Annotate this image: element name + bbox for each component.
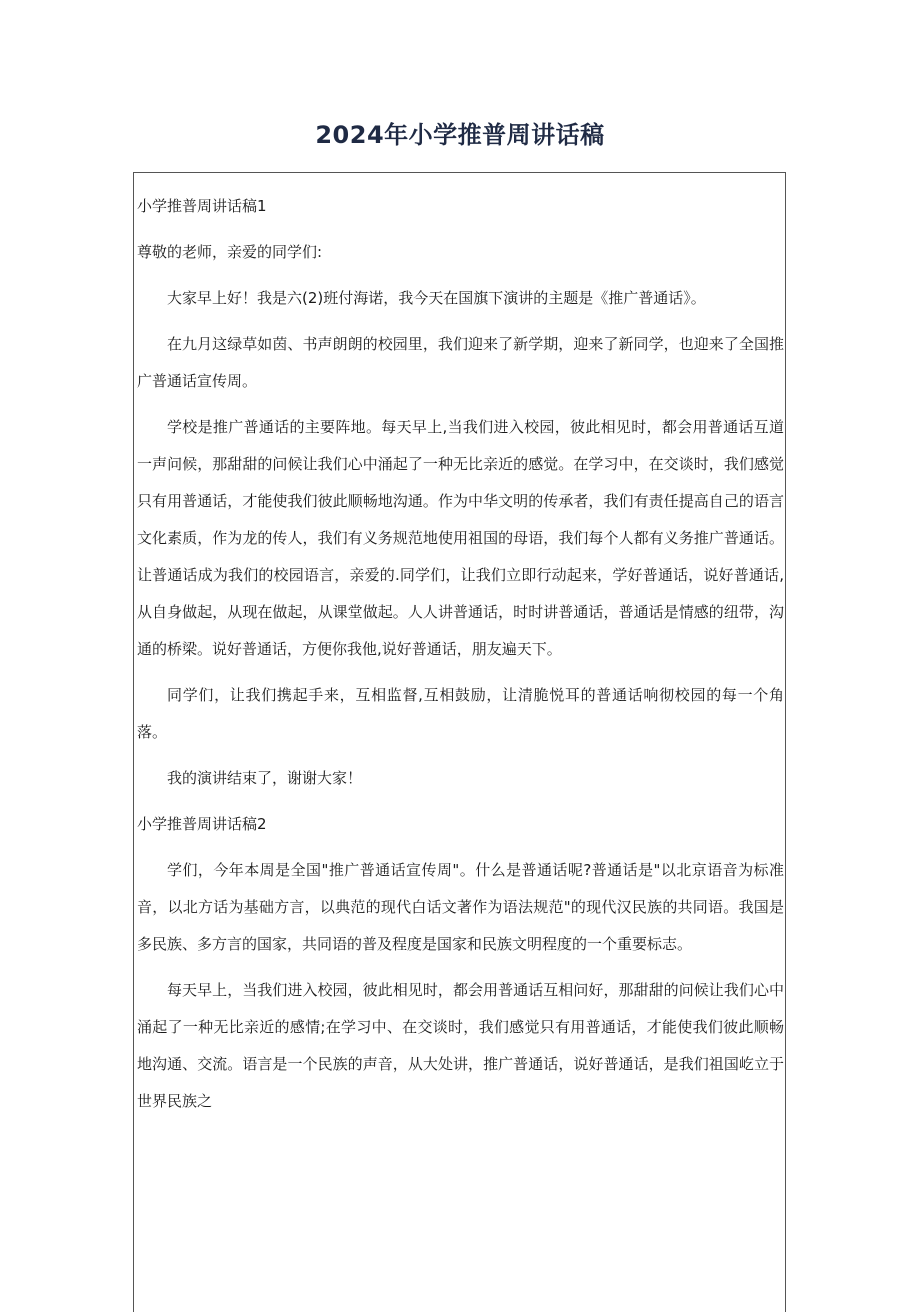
speech-2-paragraph: 每天早上，当我们进入校园，彼此相见时，都会用普通话互相问好，那甜甜的问候让我们心中涌起了一种无比亲近的感情;在学习中、在交谈时，我们感觉只有用普通话，才能使我们彼此顺畅地沟通、交流。语言是一个民族的声音，从大处讲，推广普通话，说好普通话，是我们祖国屹立于世界民族之 bbox=[137, 981, 784, 1110]
document-title: 2024年小学推普周讲话稿 bbox=[315, 121, 605, 149]
speech-2-paragraph: 学们，今年本周是全国"推广普通话宣传周"。什么是普通话呢?普通话是"以北京语音为标准音，以北方话为基础方言，以典范的现代白话文著作为语法规范"的现代汉民族的共同语。我国是多民族、多方言的国家，共同语的普及程度是国家和民族文明程度的一个重要标志。 bbox=[137, 861, 784, 953]
speech-1-paragraph: 学校是推广普通话的主要阵地。每天早上,当我们进入校园，彼此相见时，都会用普通话互道一声问候，那甜甜的问候让我们心中涌起了一种无比亲近的感觉。在学习中，在交谈时，我们感觉只有用普通话，才能使我们彼此顺畅地沟通。作为中华文明的传承者，我们有责任提高自己的语言文化素质，作为龙的传人，我们有义务规范地使用祖国的母语，我们每个人都有义务推广普通话。让普通话成为我们的校园语言，亲爱的.同学们，让我们立即行动起来，学好普通话，说好普通话,从自身做起，从现在做起，从课堂做起。人人讲普通话，时时讲普通话，普通话是情感的纽带，沟通的桥梁。说好普通话，方便你我他,说好普通话，朋友遍天下。 bbox=[137, 418, 784, 658]
speech-1-paragraph: 在九月这绿草如茵、书声朗朗的校园里，我们迎来了新学期，迎来了新同学，也迎来了全国推广普通话宣传周。 bbox=[137, 335, 784, 390]
speech-1-paragraph: 同学们，让我们携起手来，互相监督,互相鼓励，让清脆悦耳的普通话响彻校园的每一个角落。 bbox=[137, 686, 784, 741]
speech-1-salutation: 尊敬的老师，亲爱的同学们: bbox=[137, 243, 323, 261]
speech-1-heading: 小学推普周讲话稿1 bbox=[137, 197, 267, 215]
speech-1-paragraph: 我的演讲结束了，谢谢大家！ bbox=[167, 769, 363, 787]
speech-1-paragraph: 大家早上好！我是六(2)班付海诺，我今天在国旗下演讲的主题是《推广普通话》。 bbox=[167, 289, 706, 307]
speech-2-heading: 小学推普周讲话稿2 bbox=[137, 815, 267, 833]
document-body bbox=[137, 188, 784, 1120]
